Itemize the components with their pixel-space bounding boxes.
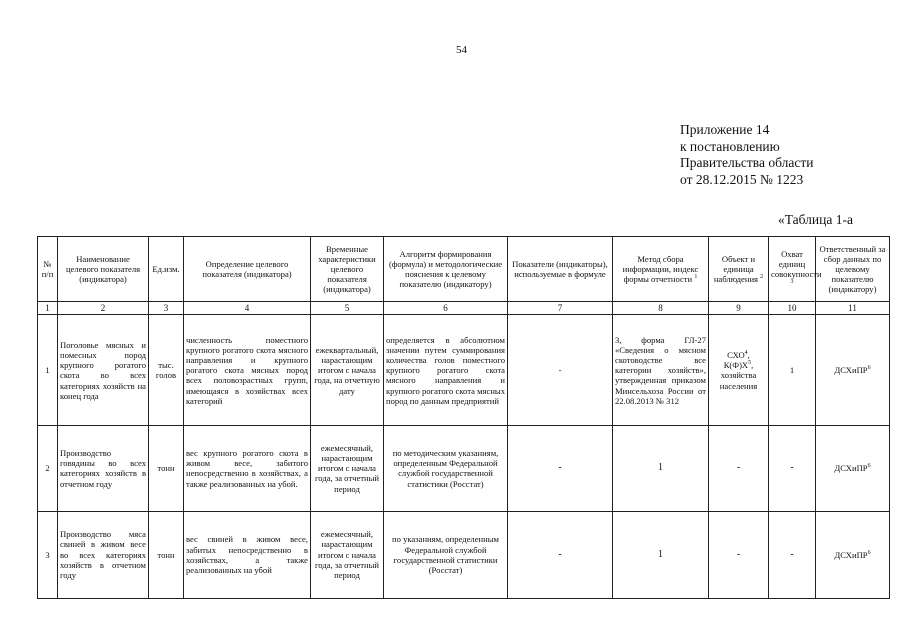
coverage: - [769,426,816,511]
observation-object: СХО$^4$, $К(Ф)Х^5$, хозяйства населения [709,315,769,426]
formula-indicators: - [508,315,613,426]
definition: вес крупного рогатого скота в живом весе, забитого непосредственно в хозяйствах, а также реализованных на убой. [184,426,311,511]
table-caption: «Таблица 1-а [778,212,853,227]
time-characteristic: ежеквартальный, нарастающим итогом с начала года, на отчетную дату [311,315,384,426]
header-coverage: Охват единиц совокупности $^3$ [769,237,816,302]
header-object: Объект и единица наблюдения $^2$ [709,237,769,302]
column-number: 9 [709,302,769,315]
appendix-heading [680,122,813,188]
algorithm: по методическим указаниям, определенным Федеральной службой государственной статистики (Росстат) [384,426,508,511]
time-characteristic: ежемесячный, нарастающим итогом с начала года, за отчетный период [311,426,384,511]
coverage: 1 [769,315,816,426]
indicator-name: Производство мяса свиней в живом весе во всех категориях хозяйств в отчетном году [58,511,149,598]
header-number: № п/п [38,237,58,302]
page-number: 54 [456,44,467,56]
unit: тонн [149,511,184,598]
appendix-line-3: Правительства области [680,155,814,170]
column-number: 6 [384,302,508,315]
unit: тыс. голов [149,315,184,426]
row-number: 3 [38,511,58,598]
column-number: 5 [311,302,384,315]
table-header-row [38,237,890,302]
column-number: 7 [508,302,613,315]
indicator-name: Производство говядины во всех категориях хозяйств в отчетном году [58,426,149,511]
object-households: хозяйства населения [719,370,758,391]
responsible: ДСХиПР$^6$ [816,511,890,598]
table-row [38,511,890,598]
unit: тонн [149,426,184,511]
indicator-table [37,236,890,599]
responsible: ДСХиПР$^6$ [816,426,890,511]
observation-object: - [709,511,769,598]
appendix-line-4: от 28.12.2015 № 1223 [680,171,804,187]
appendix-line-1: Приложение 14 [680,122,770,137]
header-name: Наименование целевого показателя (индикатора) [58,237,149,302]
collection-method: 1 [613,426,709,511]
coverage: - [769,511,816,598]
header-method: Метод сбора информации, индекс формы отчетности $^1$ [613,237,709,302]
column-number: 8 [613,302,709,315]
header-definition: Определение целевого показателя (индикатора) [184,237,311,302]
time-characteristic: ежемесячный, нарастающим итогом с начала года, за отчетный период [311,511,384,598]
row-number: 2 [38,426,58,511]
formula-indicators: - [508,426,613,511]
object-sxo: СХО [727,349,745,360]
algorithm: по указаниям, определенным Федеральной службой государственной статистики (Росстат) [384,511,508,598]
collection-method: 3, форма ГЛ-27 «Сведения о мясном скотоводстве все категории хозяйств», утвержденная приказом Минсельхоза России от 22.08.2013 № 312 [613,315,709,426]
formula-indicators: - [508,511,613,598]
collection-method: 1 [613,511,709,598]
header-time: Временные характеристики целевого показателя (индикатора) [311,237,384,302]
header-responsible: Ответственный за сбор данных по целевому показателю (индикатору) [816,237,890,302]
definition: численность поместного крупного рогатого скота мясного направления и крупного рогатого скота мясных пород всех половозрастных групп, имеющаяся в хозяйствах всех категорий [184,315,311,426]
responsible: ДСХиПР$^6$ [816,315,890,426]
column-number: 10 [769,302,816,315]
header-algorithm: Алгоритм формирования (формула) и методологические пояснения к целевому показателю (индикатору) [384,237,508,302]
definition: вес свиней в живом весе, забитых непосредственно в хозяйствах, а также реализованных на убой [184,511,311,598]
column-number: 11 [816,302,890,315]
appendix-line-2: к постановлению [680,138,780,154]
row-number: 1 [38,315,58,426]
table-row [38,315,890,426]
header-indicators: Показатели (индикаторы), используемые в формуле [508,237,613,302]
column-number: 4 [184,302,311,315]
indicator-name: Поголовье мясных и помесных пород крупного рогатого скота во всех категориях хозяйств на конец года [58,315,149,426]
column-number-row [38,302,890,315]
column-number: 2 [58,302,149,315]
table-row [38,426,890,511]
column-number: 3 [149,302,184,315]
header-unit: Ед.изм. [149,237,184,302]
object-kfx: К(Ф)Х [723,360,749,371]
algorithm: определяется в абсолютном значении путем суммирования количества голов поместного крупного рогатого скота мясного направления и крупного рогатого скота мясных пород по данным предприятий [384,315,508,426]
column-number: 1 [38,302,58,315]
observation-object: - [709,426,769,511]
